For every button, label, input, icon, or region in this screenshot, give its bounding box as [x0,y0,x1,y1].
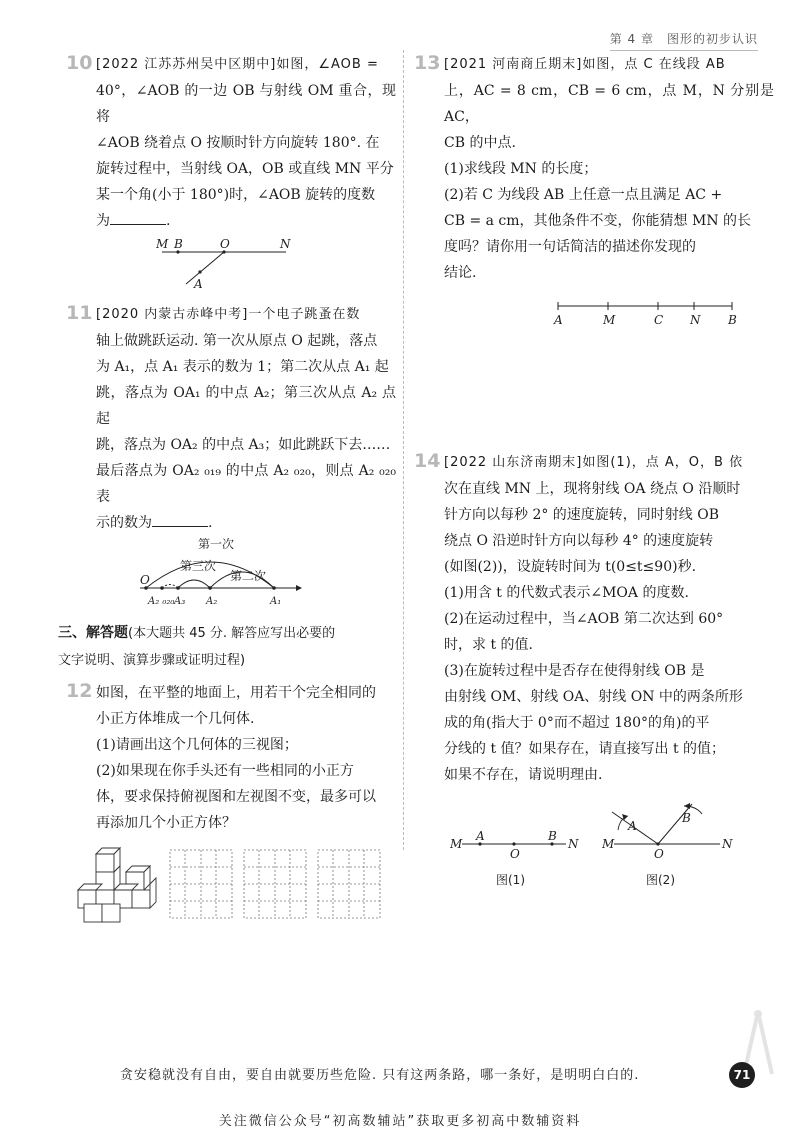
figure-2 [601,803,733,887]
problem-text-line: 由射线 OM、射线 OA、射线 ON 中的两条所形 [444,689,743,705]
label-n: N [722,837,733,851]
left-column [58,52,396,924]
label-o: O [220,238,230,251]
problem-text-line: (1)请画出这个几何体的三视图； [96,737,298,753]
label-a3: A₃ [174,596,186,607]
label-jump1: 第一次 [198,538,235,551]
problem-text-line: 跳，落点为 OA₁ 的中点 A₂；第三次从点 A₂ 点起 [96,385,396,427]
label-o: O [510,847,520,861]
problem-11 [66,302,396,616]
problem-text-line: 度吗？请你用一句话简洁的描述你发现的 [444,239,696,255]
footer-motto: 贪安稳就没有自由，要自由就要历些危险. 只有这两条路，哪一条好，是明明白白的. [120,1068,640,1083]
label-a2020: A₂ ₀₂₀ [148,596,175,607]
label-b: B [174,238,183,251]
problem-text-line: [2022 江苏苏州吴中区期中]如图，∠AOB = [96,57,379,72]
cube-stack-and-grids [74,844,394,924]
answer-blank[interactable] [152,512,208,527]
label-a: A [194,277,203,291]
axis-arrow [296,585,302,591]
problem-text-line [96,510,396,536]
problem-text-line: [2022 山东济南期末]如图(1)，点 A，O，B 依 [444,455,744,470]
section-title: 三、解答题 [58,625,128,641]
right-column [414,52,774,890]
problem-text-line: 小正方体堆成一个几何体. [96,711,255,727]
point-a1 [272,586,276,590]
problem-text-line: (1)用含 t 的代数式表示∠MOA 的度数. [444,585,689,601]
figure-2-caption: 图(2) [646,873,675,887]
jump3-arc [178,580,210,588]
problem-text-line: 跳，落点为 OA₂ 的中点 A₃；如此跳跃下去…… [96,437,391,453]
label-a2: A₂ [206,596,218,607]
label-m: M [450,837,463,851]
problem-text-line: 结论. [444,265,477,281]
problem-text-line: 体，要求保持俯视图和左视图不变，最多可以 [96,789,376,805]
label-m: M [602,837,615,851]
point-o [656,842,659,845]
view-grids [170,850,380,918]
problem-text-line: CB 的中点. [444,135,516,151]
problem-13 [414,52,774,328]
problem-text-line: (如图(2))，设旋转时间为 t(0≤t≤90)秒. [444,559,697,575]
label-jump2: 第二次 [230,569,267,583]
problem-text-line: 旋转过程中，当射线 OA，OB 或直线 MN 平分 [96,161,394,177]
angle-figure-10 [156,238,336,296]
further-jumps-arc [162,585,178,589]
problem-text-line: (1)求线段 MN 的长度； [444,161,598,177]
label-c: C [654,313,664,327]
rotation-figures-14 [448,800,768,890]
label-n: N [280,238,291,251]
answer-blank[interactable] [110,210,166,225]
problem-number: 11 [66,302,93,324]
label-o: O [140,573,150,587]
problem-text-line: 轴上做跳跃运动. 第一次从原点 O 起跳，落点 [96,333,378,349]
period: . [208,515,213,531]
problem-10 [66,52,396,296]
problem-text-line: (2)在运动过程中，当∠AOB 第二次达到 60° [444,611,724,627]
problem-text-line: 为 A₁，点 A₁ 表示的数为 1；第二次从点 A₁ 起 [96,359,389,375]
label-b: B [548,829,557,843]
problem-text-line [96,208,396,234]
cube-stack [78,848,156,922]
ray-oa [186,252,224,284]
section-heading [58,620,396,674]
page-number: 71 [729,1062,755,1088]
label-b: B [728,313,737,327]
problem-number: 13 [414,52,441,74]
problem-12 [66,680,396,836]
point-o [512,842,515,845]
problem-text: 为 [96,213,110,229]
label-a: A [476,829,485,843]
problem-text-line: ∠AOB 绕着点 O 按顺时针方向旋转 180°. 在 [96,135,380,151]
problem-number: 12 [66,680,93,702]
figure-1-caption: 图(1) [496,873,525,887]
problem-text-line: (3)在旋转过程中是否存在使得射线 OB 是 [444,663,705,679]
label-o: O [654,847,664,861]
problem-text-line: [2020 内蒙古赤峰中考]一个电子跳蚤在数 [96,307,361,322]
problem-number: 14 [414,450,441,472]
problem-number: 10 [66,52,93,74]
label-n: N [568,837,579,851]
problem-text-line: CB = a cm，其他条件不变，你能猜想 MN 的长 [444,213,752,229]
problem-text-line: 40°，∠AOB 的一边 OB 与射线 OM 重合，现将 [96,83,396,125]
label-jump3: 第三次 [180,559,217,573]
segment-figure-13 [552,296,752,328]
problem-text-line: 次在直线 MN 上，现将射线 OA 绕点 O 沿顺时 [444,481,741,497]
label-m: M [603,313,616,327]
problem-text-line: 如果不存在，请说明理由. [444,767,603,783]
problem-text-line: 上，AC = 8 cm，CB = 6 cm，点 M，N 分别是 AC， [444,83,774,125]
point-a3 [176,586,180,590]
problem-text-line: 最后落点为 OA₂ ₀₁₉ 的中点 A₂ ₀₂₀，则点 A₂ ₀₂₀ 表 [96,463,396,505]
problem-text: 示的数为 [96,515,152,531]
label-a1: A₁ [270,596,282,607]
problem-text-line: (2)若 C 为线段 AB 上任意一点且满足 AC + [444,187,723,203]
problem-text-line: 成的角(指大于 0°而不超过 180°的角)的平 [444,715,710,731]
problem-text-line: (2)如果现在你手头还有一些相同的小正方 [96,763,354,779]
problem-text-line: 再添加几个小正方体？ [96,815,236,831]
number-line-jump-figure [136,538,306,616]
label-n: N [690,313,701,327]
label-b: B [682,811,691,825]
bottom-notice: 关注微信公众号“初高数辅站”获取更多初高中数辅资料 [218,1114,582,1129]
column-divider [403,50,404,850]
problem-text-line: 绕点 O 沿逆时针方向以每秒 4° 的速度旋转 [444,533,714,549]
section-note: (本大题共 45 分. 解答应写出必要的 [128,626,336,641]
problem-text-line: 针方向以每秒 2° 的速度旋转，同时射线 OB [444,507,720,523]
chapter-header: 第 4 章 图形的初步认识 [610,30,758,51]
problem-text-line: [2021 河南商丘期末]如图，点 C 在线段 AB [444,57,726,72]
figure-1 [449,829,579,887]
problem-14 [414,450,774,788]
problem-text-line: 如图，在平整的地面上，用若干个完全相同的 [96,685,376,701]
label-a: A [628,819,637,833]
label-a: A [554,313,563,327]
point-a2020 [160,586,164,590]
point-a2 [208,586,212,590]
problem-text-line: 某一个角(小于 180°)时，∠AOB 旋转的度数 [96,187,376,203]
problem-text-line: 时，求 t 的值. [444,637,533,653]
label-m: M [156,238,169,251]
point-a [198,270,201,273]
period: . [166,213,171,229]
rotation-arrow-a [618,816,628,830]
arrowhead-b [684,803,690,809]
section-note: 文字说明、演算步骤或证明过程) [58,653,246,668]
problem-text-line: 分线的 t 值？如果存在，请直接写出 t 的值； [444,741,726,757]
